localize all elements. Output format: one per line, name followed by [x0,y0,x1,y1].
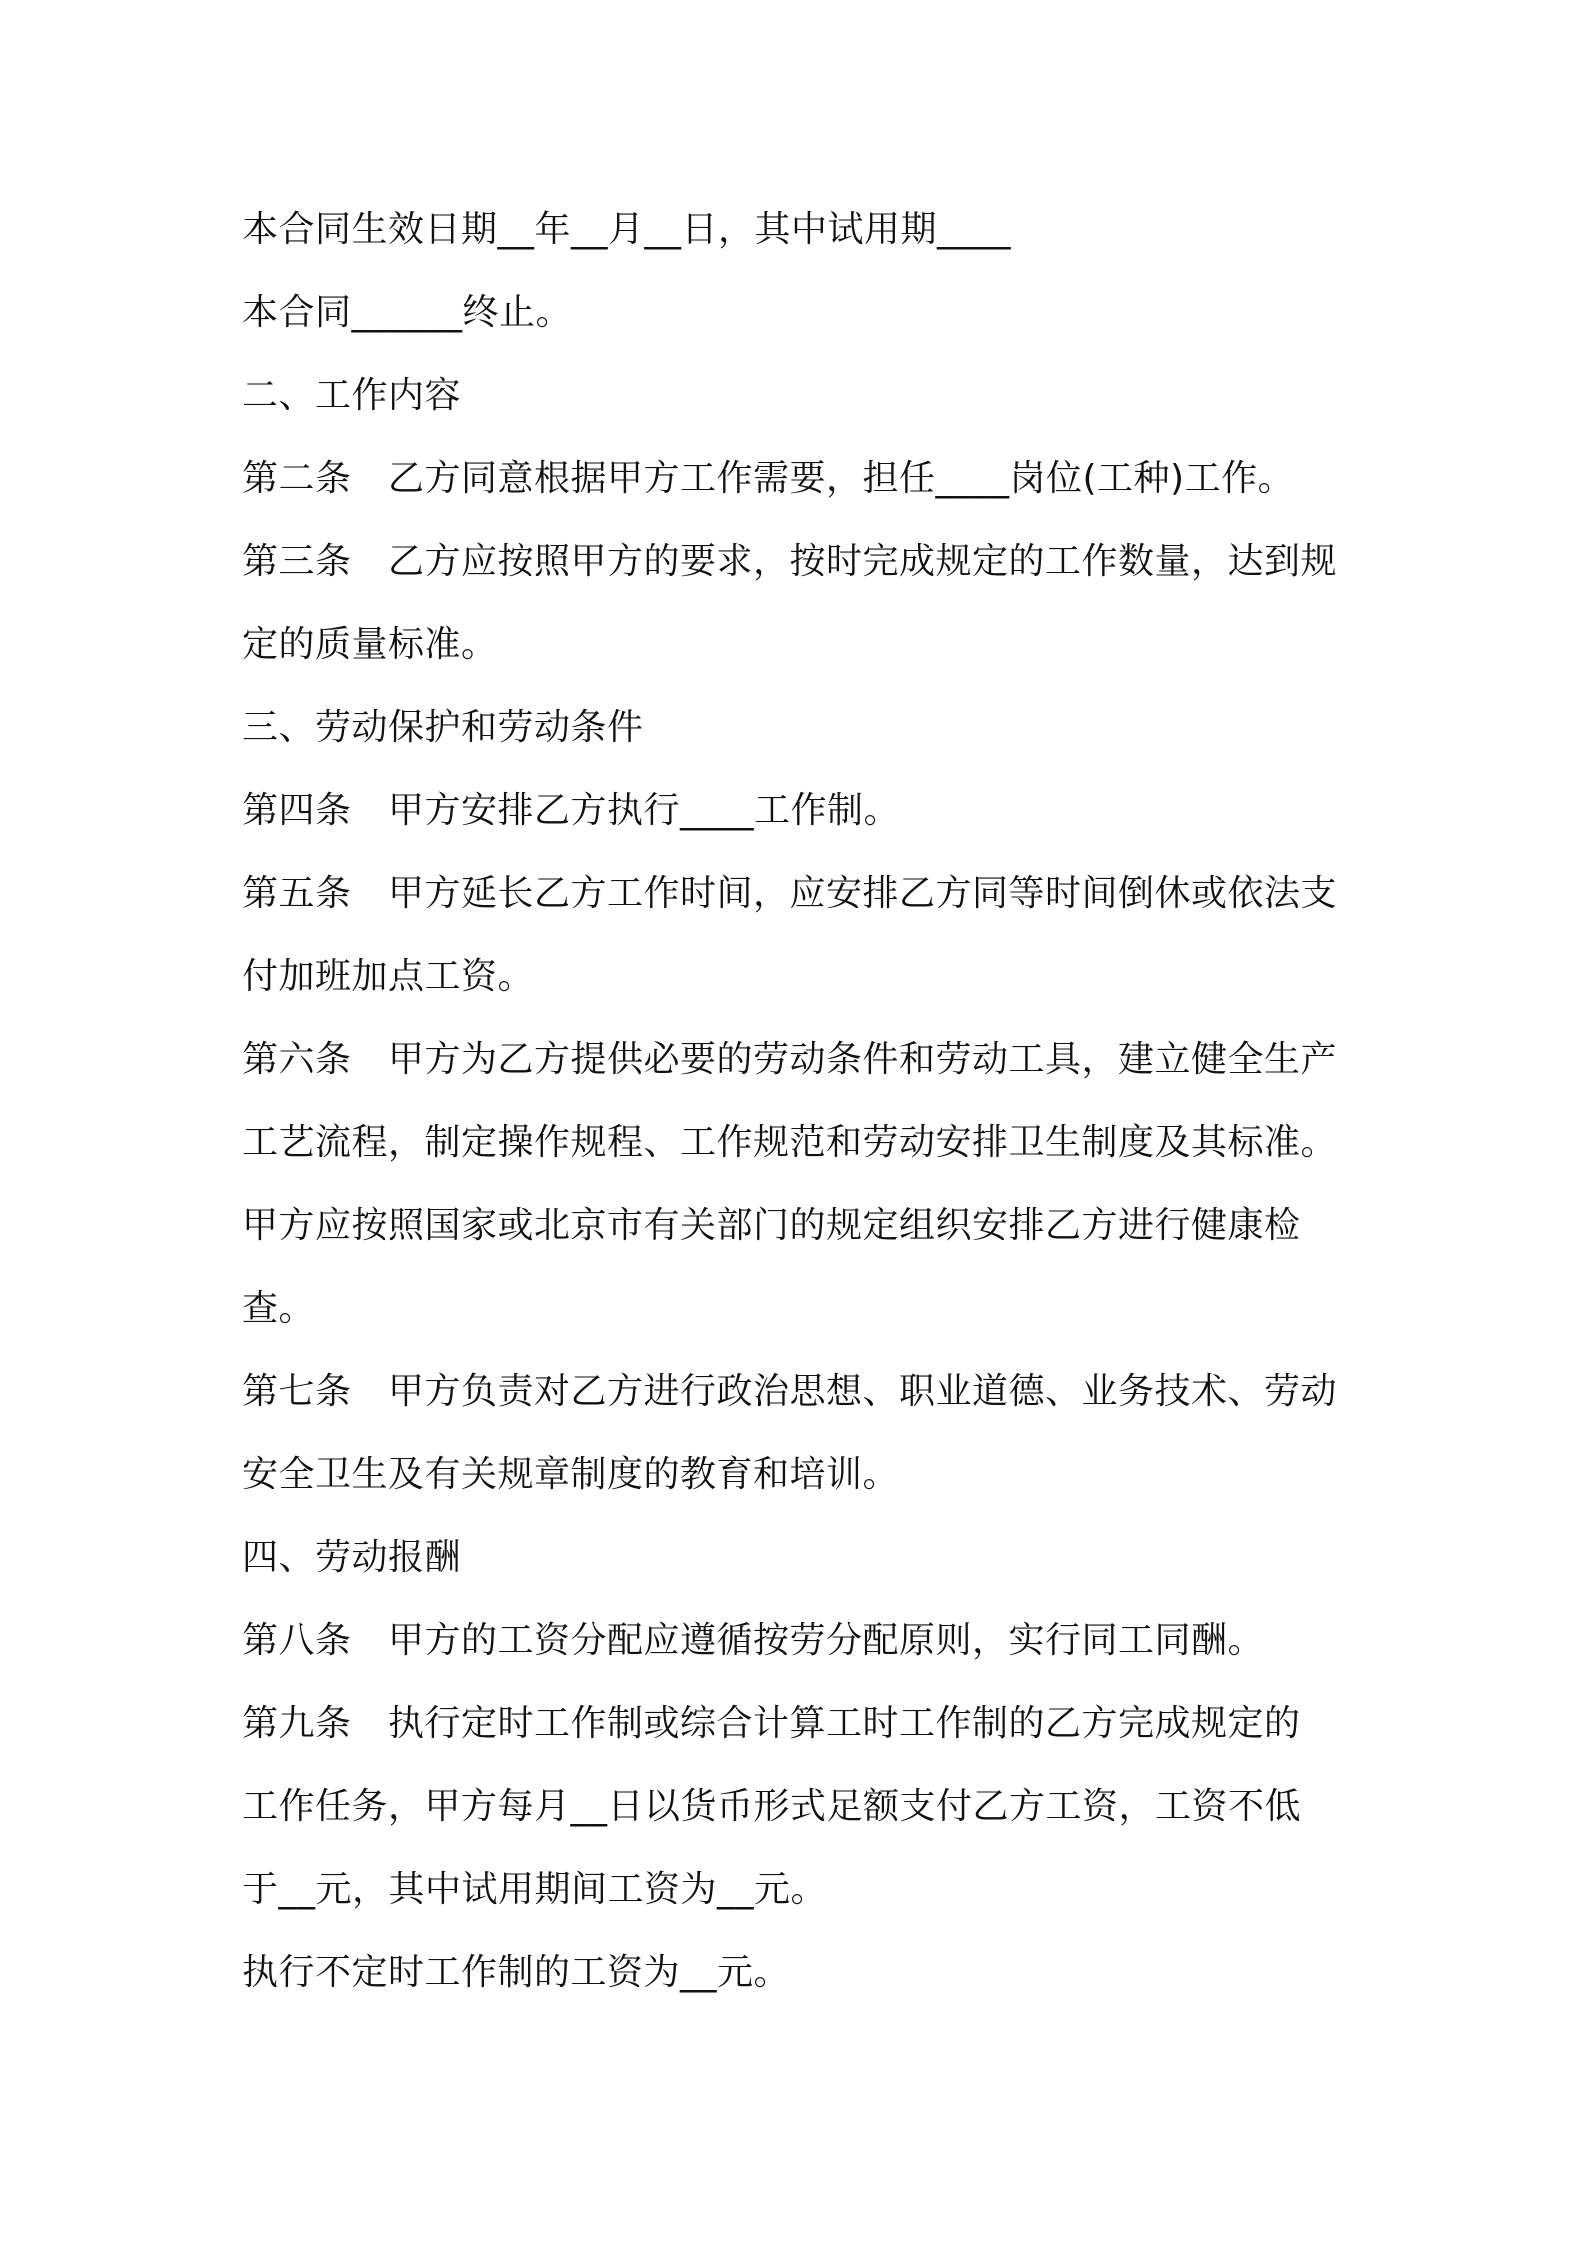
text-line: 甲方应按照国家或北京市有关部门的规定组织安排乙方进行健康检 [242,1205,1301,1246]
text-line: 工艺流程，制定操作规程、工作规范和劳动安排卫生制度及其标准。 [242,1122,1338,1163]
article-line: 第八条 甲方的工资分配应遵循按劳分配原则，实行同工同酬。 [242,1620,1265,1661]
article-line: 第九条 执行定时工作制或综合计算工时工作制的乙方完成规定的 [242,1703,1301,1744]
article-line: 第七条 甲方负责对乙方进行政治思想、职业道德、业务技术、劳动 [242,1371,1338,1412]
text-line: 安全卫生及有关规章制度的教育和培训。 [242,1454,900,1495]
text-line: 工作任务，甲方每月__日以货币形式足额支付乙方工资，工资不低 [242,1786,1302,1827]
article-line: 第三条 乙方应按照甲方的要求，按时完成规定的工作数量，达到规 [242,541,1338,582]
article-line: 第四条 甲方安排乙方执行____工作制。 [242,790,901,831]
text-line: 本合同______终止。 [242,292,573,333]
article-line: 第六条 甲方为乙方提供必要的劳动条件和劳动工具，建立健全生产 [242,1039,1338,1080]
section-heading: 四、劳动报酬 [242,1537,462,1578]
article-line: 第五条 甲方延长乙方工作时间，应安排乙方同等时间倒休或依法支 [242,873,1338,914]
text-line: 付加班加点工资。 [242,956,535,997]
section-heading: 三、劳动保护和劳动条件 [242,707,644,748]
text-line: 定的质量标准。 [242,624,498,665]
text-line: 本合同生效日期__年__月__日，其中试用期____ [242,209,1012,250]
section-heading: 二、工作内容 [242,375,462,416]
article-line: 第二条 乙方同意根据甲方工作需要，担任____岗位(工种)工作。 [242,458,1295,499]
text-line: 查。 [242,1288,316,1329]
text-line: 执行不定时工作制的工资为__元。 [242,1952,791,1993]
text-line: 于__元，其中试用期间工资为__元。 [242,1869,828,1910]
